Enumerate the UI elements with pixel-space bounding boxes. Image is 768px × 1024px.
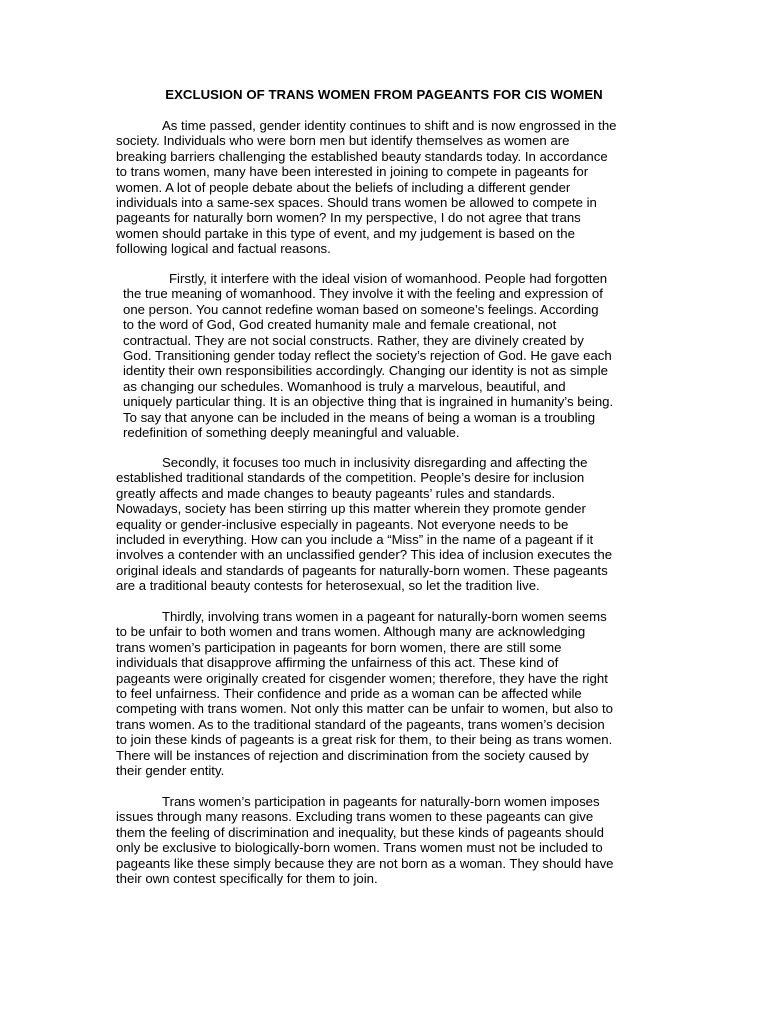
paragraph-line: to trans women, many have been interested in joining to compete in pageants for (116, 164, 589, 180)
paragraph-line: identity their own responsibilities accordingly. Changing our identity is not as simple (123, 363, 609, 379)
paragraph-line: issues through many reasons. Excluding trans women to these pageants can give (116, 809, 594, 825)
paragraph-line: society. Individuals who were born men but identify themselves as women are (116, 133, 570, 149)
paragraph-line: uniquely particular thing. It is an objective thing that is ingrained in humanity’s being. (123, 394, 614, 410)
paragraph-line: only be exclusive to biologically-born women. Trans women must not be included to (116, 840, 603, 856)
paragraph-line: To say that anyone can be included in the means of being a woman is a troubling (123, 409, 596, 425)
paragraph-introduction (116, 118, 617, 257)
paragraph-line: to join these kinds of pageants is a great risk for them, to their being as trans women. (116, 732, 613, 748)
paragraph-line: established traditional standards of the competition. People’s desire for inclusion (116, 470, 585, 486)
paragraph-line: involves a contender with an unclassified gender? This idea of inclusion executes the (116, 547, 613, 563)
paragraph-line: following logical and factual reasons. (116, 241, 331, 257)
paragraph-line: trans women. As to the traditional standard of the pageants, trans women’s decision (116, 716, 605, 732)
paragraph-line: breaking barriers challenging the established beauty standards today. In accordance (116, 148, 608, 164)
paragraph-thirdly (116, 609, 613, 778)
paragraph-line: pageants for naturally born women? In my perspective, I do not agree that trans (116, 210, 581, 226)
paragraph-line: equality or gender-inclusive especially in pageants. Not everyone needs to be (116, 516, 569, 532)
paragraph-line: contractual. They are not social constructs. Rather, they are divinely created by (123, 332, 584, 348)
paragraph-line: women should partake in this type of event, and my judgement is based on the (116, 225, 575, 241)
paragraph-line: the true meaning of womanhood. They involve it with the feeling and expression of (123, 286, 603, 302)
paragraph-line: women. A lot of people debate about the beliefs of including a different gender (116, 179, 571, 195)
paragraph-line: their gender entity. (116, 763, 225, 779)
paragraph-line: their own contest specifically for them to join. (116, 871, 378, 887)
paragraph-line: trans women’s participation in pageants for born women, there are still some (116, 639, 562, 655)
paragraph-secondly (116, 455, 612, 594)
paragraph-line: As time passed, gender identity continues to shift and is now engrossed in the (162, 118, 617, 133)
paragraph-line: There will be instances of rejection and discrimination from the society caused by (116, 747, 589, 763)
paragraph-line: one person. You cannot redefine woman based on someone’s feelings. According (123, 301, 599, 317)
paragraph-line: Nowadays, society has been stirring up this matter wherein they promote gender (116, 501, 586, 517)
paragraph-line: to be unfair to both women and trans women. Although many are acknowledging (116, 624, 586, 640)
paragraph-line: Firstly, it interfere with the ideal vision of womanhood. People had forgotten (169, 271, 608, 286)
paragraph-line: greatly affects and made changes to beauty pageants’ rules and standards. (116, 485, 556, 501)
paragraph-line: individuals that disapprove affirming the unfairness of this act. These kind of (116, 655, 559, 671)
paragraph-line: as changing our schedules. Womanhood is truly a marvelous, beautiful, and (123, 378, 566, 394)
paragraph-conclusion (116, 794, 614, 886)
paragraph-line: individuals into a same-sex spaces. Should trans women be allowed to compete in (116, 195, 597, 211)
paragraph-firstly (123, 271, 613, 440)
paragraph-line: Thirdly, involving trans women in a pageant for naturally-born women seems (162, 609, 607, 624)
paragraph-line: competing with trans women. Not only this matter can be unfair to women, but also to (116, 701, 613, 717)
paragraph-line: to the word of God, God created humanity male and female creational, not (123, 317, 557, 333)
paragraph-line: original ideals and standards of pageants for naturally-born women. These pageants (116, 562, 608, 578)
paragraph-line: Secondly, it focuses too much in inclusivity disregarding and affecting the (162, 455, 588, 470)
paragraph-line: are a traditional beauty contests for heterosexual, so let the tradition live. (116, 578, 540, 594)
paragraph-line: to feel unfairness. Their confidence and pride as a woman can be affected while (116, 686, 582, 702)
paragraph-line: them the feeling of discrimination and inequality, but these kinds of pageants should (116, 824, 605, 840)
paragraph-line: pageants like these simply because they are not born as a woman. They should have (116, 855, 614, 871)
paragraph-line: Trans women’s participation in pageants for naturally-born women imposes (162, 794, 600, 809)
paragraph-line: pageants were originally created for cisgender women; therefore, they have the right (116, 670, 608, 686)
paragraph-line: included in everything. How can you include a “Miss” in the name of a pageant if it (116, 532, 594, 548)
paragraph-line: redefinition of something deeply meaningful and valuable. (123, 425, 460, 441)
document-title: EXCLUSION OF TRANS WOMEN FROM PAGEANTS FOR CIS WOMEN (165, 87, 603, 102)
paragraph-line: God. Transitioning gender today reflect the society’s rejection of God. He gave each (123, 348, 612, 364)
